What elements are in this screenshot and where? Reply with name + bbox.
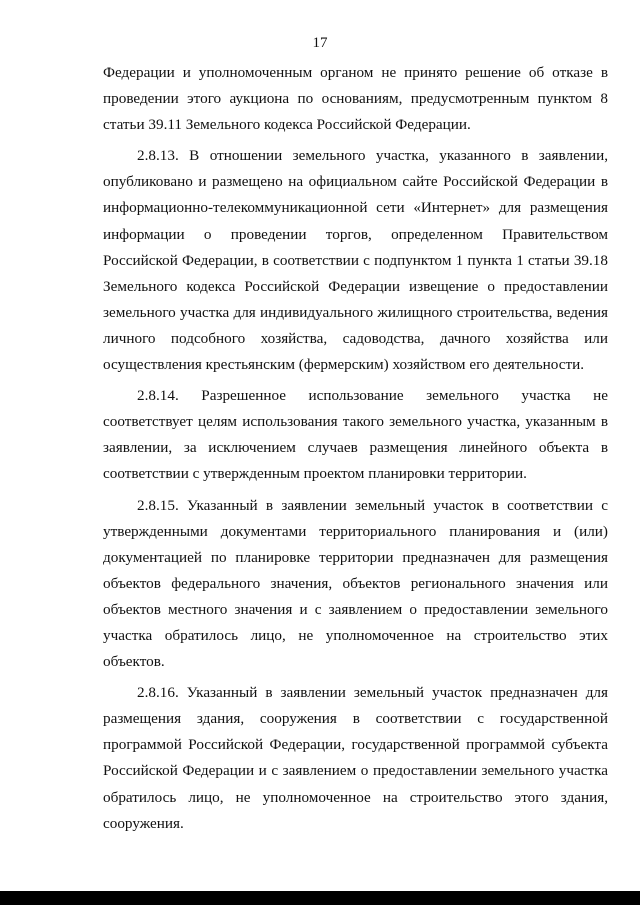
paragraph-2-8-15: 2.8.15. Указанный в заявлении земельный участок в соответствии с утвержденными документами территориального планирования и (или) документацией по планировке территории предназначен для размещения объектов федерального значения, объектов регионального значения или объектов местного значения и с заявлением о предоставлении земельного участка обратилось лицо, не уполномоченное на строительство этих объектов. (103, 496, 608, 671)
paragraph-2-8-13: 2.8.13. В отношении земельного участка, указанного в заявлении, опубликовано и размещено на официальном сайте Российской Федерации в информационно-телекоммуникационной сети «Интернет» для размещения информации о проведении торгов, определенном Правительством Российской Федерации, в соответствии с подпунктом 1 пункта 1 статьи 39.18 Земельного кодекса Российской Федерации извещение о предоставлении земельного участка для индивидуального жилищного строительства, ведения личного подсобного хозяйства, садоводства, дачного хозяйства или осуществления крестьянским (фермерским) хозяйством его деятельности. (103, 147, 608, 374)
paragraph-continuation: Федерации и уполномоченным органом не принято решение об отказе в проведении этого аукциона по основаниям, предусмотренным пунктом 8 статьи 39.11 Земельного кодекса Российской Федерации. (103, 64, 608, 134)
scan-bottom-bar (0, 891, 640, 905)
paragraph-2-8-16: 2.8.16. Указанный в заявлении земельный участок предназначен для размещения здания, сооружения в соответствии с государственной программой Российской Федерации, государственной программой субъекта Российской Федерации и с заявлением о предоставлении земельного участка обратилось лицо, не уполномоченное на строительство этого здания, сооружения. (103, 684, 608, 832)
document-body (103, 60, 608, 842)
paragraph-2-8-14: 2.8.14. Разрешенное использование земельного участка не соответствует целям использования такого земельного участка, указанным в заявлении, за исключением случаев размещения линейного объекта в соответствии с утвержденным проектом планировки территории. (103, 387, 608, 483)
page-number: 17 (312, 35, 328, 51)
